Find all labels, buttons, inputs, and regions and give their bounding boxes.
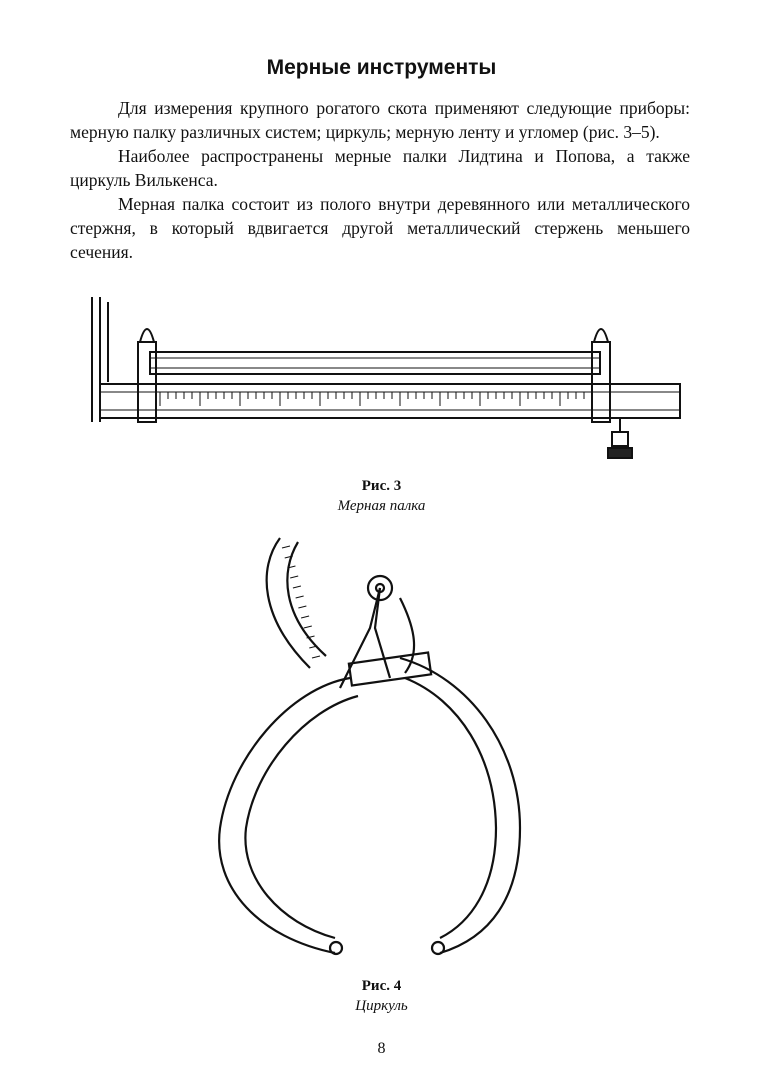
page-title: Мерные инструменты [266, 56, 497, 79]
caliper-illustration [200, 528, 540, 968]
paragraph-3: Мерная палка состоит из полого внутри деревянного или металлического стержня, в который вдвигается другой металлический стержень меньшего сечения. [70, 194, 690, 262]
figure-3-caption: Мерная палка [337, 498, 426, 514]
figure-3-number: Рис. 3 [361, 478, 402, 494]
measuring-stick-illustration [80, 292, 690, 472]
figure-4-caption: Циркуль [355, 998, 408, 1014]
body-text [70, 96, 690, 264]
page-number: 8 [377, 1040, 386, 1057]
paragraph-2: Наиболее распространены мерные палки Лидтина и Попова, а также циркуль Вилькенса. [70, 146, 690, 190]
figure-4-number: Рис. 4 [361, 978, 402, 994]
paragraph-1: Для измерения крупного рогатого скота применяют следующие приборы: мерную палку различных систем; циркуль; мерную ленту и угломер (рис. 3–5). [70, 98, 690, 142]
